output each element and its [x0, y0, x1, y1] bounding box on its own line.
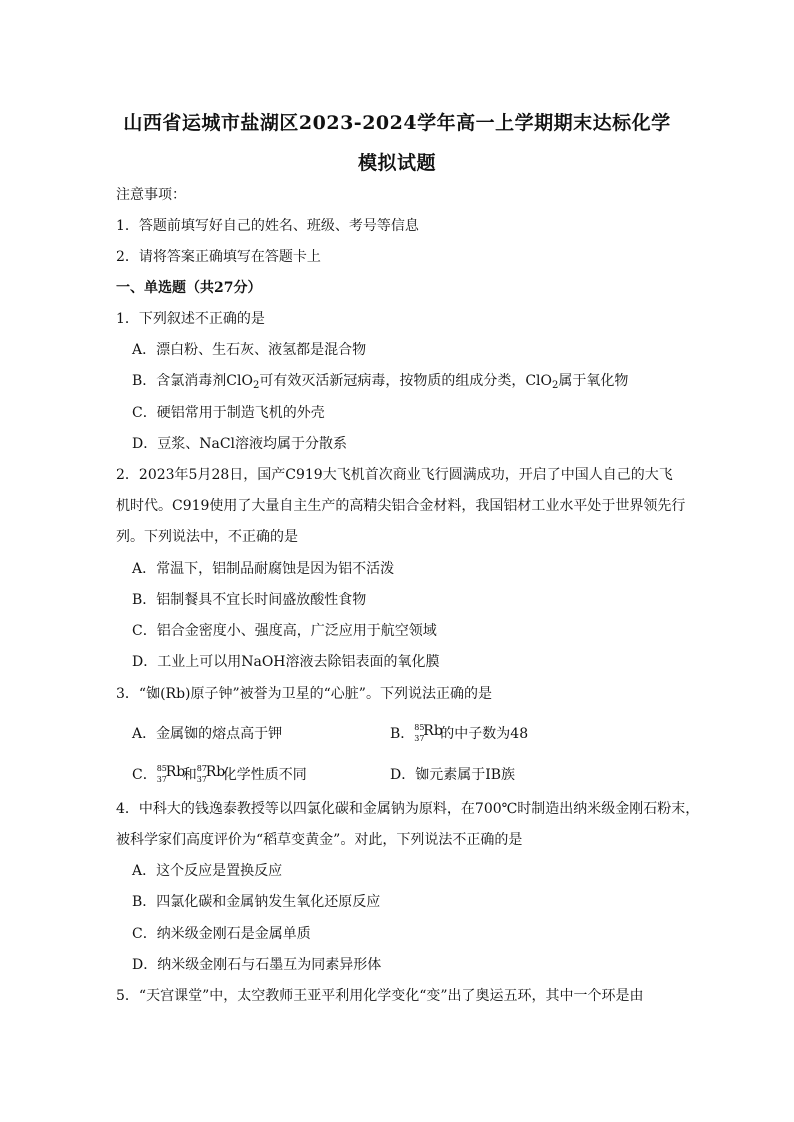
- question-stem: 1．下列叙述不正确的是: [116, 311, 265, 327]
- element-symbol: Rb: [423, 723, 443, 739]
- isotope-symbol: [156, 764, 186, 784]
- question-stem: 2．2023年5月28日，国产C919大飞机首次商业飞行圆满成功，开启了中国人自己的大飞: [116, 467, 673, 483]
- option-d: D．工业上可以用NaOH溶液去除铝表面的氧化膜: [132, 654, 440, 670]
- option-b-text-3: 属于氧化物: [558, 373, 629, 389]
- atomic-number: 37: [156, 775, 167, 784]
- option-c: C．铝合金密度小、强度高，广泛应用于航空领域: [132, 623, 437, 639]
- option-b-text-2: 可有效灭活新冠病毒，按物质的组成分类，ClO: [259, 373, 553, 389]
- question-stem: 5．“天宫课堂”中，太空教师王亚平利用化学变化“变”出了奥运五环，其中一个环是由: [116, 988, 644, 1004]
- section-heading: 一、单选题（共27分）: [116, 280, 262, 296]
- atomic-number: 37: [196, 775, 207, 784]
- isotope-symbol: [414, 723, 443, 743]
- atomic-number: 37: [414, 734, 425, 743]
- mass-number: 87: [196, 764, 207, 773]
- exam-title: 山西省运城市盐湖区2023-2024学年高一上学期期末达标化学: [123, 112, 671, 134]
- option-a: A．这个反应是置换反应: [132, 863, 283, 879]
- option-b: [390, 725, 528, 743]
- exam-title-line2: 模拟试题: [357, 152, 436, 174]
- note-item: 2．请将答案正确填写在答题卡上: [116, 249, 321, 265]
- question-stem-cont: 被科学家们高度评价为“稻草变黄金”。对此，下列说法不正确的是: [116, 832, 523, 848]
- element-symbol: Rb: [165, 764, 186, 780]
- option-d: D．纳米级金刚石与石墨互为同素异形体: [132, 957, 382, 973]
- option-a: A．漂白粉、生石灰、液氢都是混合物: [132, 342, 367, 358]
- question-stem: 3．“铷(Rb)原子钟”被誉为卫星的“心脏”。下列说法正确的是: [116, 686, 492, 702]
- option-a: A．金属铷的熔点高于钾: [132, 726, 283, 742]
- mass-number: 85: [156, 764, 167, 773]
- option-c: C．纳米级金刚石是金属单质: [132, 926, 311, 942]
- isotope-symbol: [196, 764, 226, 784]
- option-d: D．铷元素属于IB族: [390, 767, 516, 783]
- option-d: D．豆浆、NaCl溶液均属于分散系: [132, 436, 348, 452]
- option-label: C．: [132, 767, 157, 783]
- option-b: [132, 372, 628, 395]
- option-label: B．: [390, 726, 415, 742]
- conjunction: 和: [182, 767, 197, 783]
- option-a: A．常温下，铝制品耐腐蚀是因为铝不活泼: [132, 561, 395, 577]
- option-c: C．硬铝常用于制造飞机的外壳: [132, 405, 325, 421]
- notes-heading: 注意事项：: [116, 187, 186, 203]
- option-b-text: 的中子数为48: [440, 726, 529, 742]
- mass-number: 85: [414, 723, 425, 732]
- option-b: B．铝制餐具不宜长时间盛放酸性食物: [132, 592, 367, 608]
- question-stem-cont: 机时代。C919使用了大量自主生产的高精尖铝合金材料，我国铝材工业水平处于世界领先行: [116, 498, 686, 514]
- subscript: 2: [252, 380, 260, 391]
- option-c: [132, 766, 307, 784]
- subscript: 2: [552, 380, 559, 391]
- question-stem-cont: 列。下列说法中，不正确的是: [116, 529, 298, 545]
- option-b: B．四氯化碳和金属钠发生氧化还原反应: [132, 894, 381, 910]
- option-b-text-1: B．含氯消毒剂ClO: [132, 373, 253, 389]
- note-item: 1．答题前填写好自己的姓名、班级、考号等信息: [116, 218, 419, 234]
- question-stem: 4．中科大的钱逸泰教授等以四氯化碳和金属钠为原料，在700℃时制造出纳米级金刚石粉末，: [116, 801, 700, 817]
- element-symbol: Rb: [205, 764, 226, 780]
- option-c-text: 化学性质不同: [222, 767, 307, 783]
